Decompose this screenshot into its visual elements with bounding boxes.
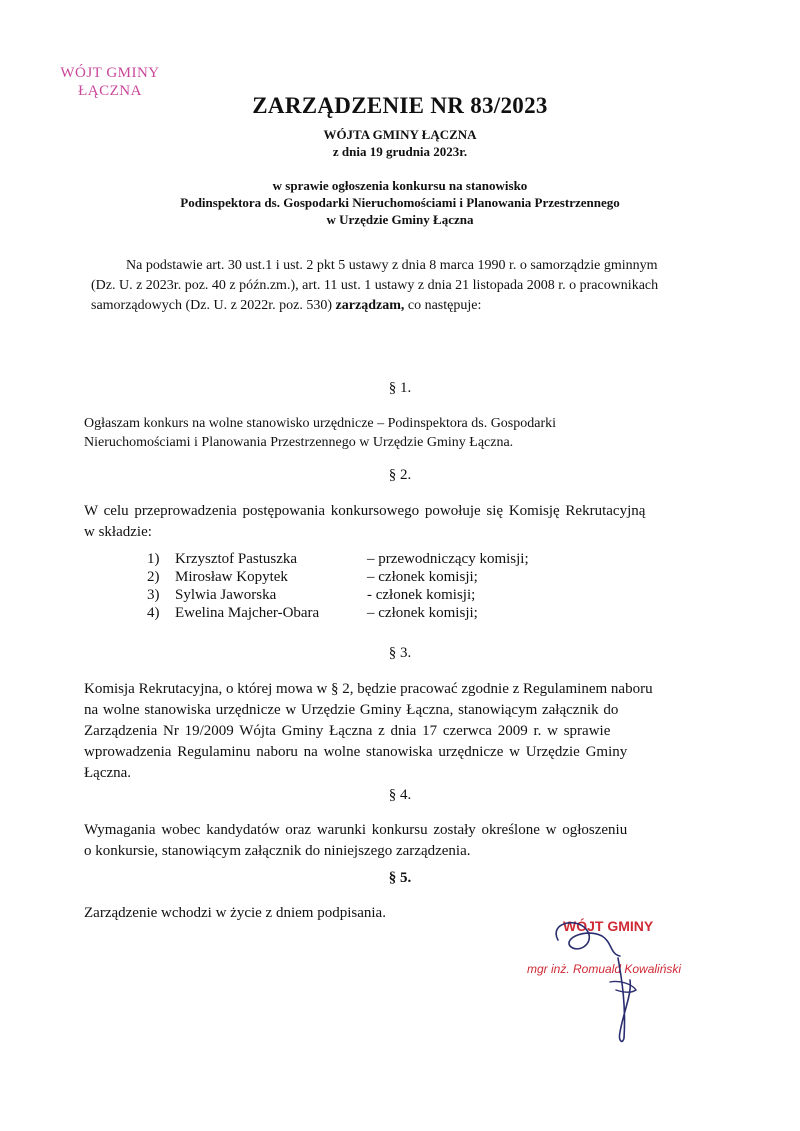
member-role: – przewodniczący komisji;: [367, 551, 529, 567]
section-2-line-2: w składzie:: [84, 524, 152, 540]
section-1-line-1: Ogłaszam konkurs na wolne stanowisko urzędnicze – Podinspektora ds. Gospodarki: [84, 416, 557, 431]
section-3-line-4: wprowadzenia Regulaminu naboru na wolne stanowiska urzędnicze w Urzędzie Gminy: [84, 744, 628, 760]
signature-stamp-title: WÓJT GMINY: [563, 918, 654, 934]
preamble-bold-word: zarządzam,: [335, 298, 405, 313]
member-role: - członek komisji;: [367, 587, 476, 603]
issuer: WÓJTA GMINY ŁĄCZNA: [323, 127, 477, 142]
member-number: 3): [147, 587, 160, 603]
preamble-line-1: Na podstawie art. 30 ust.1 i ust. 2 pkt 5 ustawy z dnia 8 marca 1990 r. o samorządzie gminnym: [126, 258, 658, 273]
member-number: 1): [147, 551, 160, 567]
subject-line-3: w Urzędzie Gminy Łączna: [326, 212, 474, 227]
section-1-line-2: Nieruchomościami i Planowania Przestrzennego w Urzędzie Gminy Łączna.: [84, 435, 514, 450]
member-name: Sylwia Jaworska: [175, 587, 277, 603]
preamble-line-3: samorządowych (Dz. U. z 2022r. poz. 530) zarządzam, co następuje:: [91, 298, 482, 313]
handwritten-signature: [540, 910, 660, 1050]
preamble-line-2: (Dz. U. z 2023r. poz. 40 z późn.zm.), art. 11 ust. 1 ustawy z dnia 21 listopada 2008 r. o pracownikach: [91, 278, 659, 293]
issue-date: z dnia 19 grudnia 2023r.: [332, 144, 468, 159]
stamp-line-1: WÓJT GMINY: [60, 65, 160, 81]
member-number: 4): [147, 605, 160, 621]
section-4-line-1: Wymagania wobec kandydatów oraz warunki konkursu zostały określone w ogłoszeniu: [84, 822, 628, 838]
member-name: Ewelina Majcher-Obara: [175, 605, 320, 621]
member-name: Krzysztof Pastuszka: [175, 551, 298, 567]
section-3-mark: § 3.: [388, 645, 412, 661]
subject-line-1: w sprawie ogłoszenia konkursu na stanowisko: [272, 178, 528, 193]
section-3-line-5: Łączna.: [84, 765, 132, 781]
section-3-line-2: na wolne stanowiska urzędnicze w Urzędzie Gminy Łączna, stanowiącym załącznik do: [84, 702, 619, 718]
document-title: ZARZĄDZENIE NR 83/2023: [252, 93, 548, 118]
member-name: Mirosław Kopytek: [175, 569, 288, 585]
member-role: – członek komisji;: [367, 569, 478, 585]
section-4-mark: § 4.: [388, 787, 412, 803]
section-1-mark: § 1.: [388, 380, 412, 396]
section-5-mark: § 5.: [388, 870, 412, 886]
subject-line-2: Podinspektora ds. Gospodarki Nieruchomościami i Planowania Przestrzennego: [180, 195, 620, 210]
section-3-line-3: Zarządzenia Nr 19/2009 Wójta Gminy Łączna z dnia 17 czerwca 2009 r. w sprawie: [84, 723, 611, 739]
member-role: – członek komisji;: [367, 605, 478, 621]
stamp-line-2: ŁĄCZNA: [78, 83, 142, 99]
section-4-line-2: o konkursie, stanowiącym załącznik do niniejszego zarządzenia.: [84, 843, 471, 859]
section-5-line-1: Zarządzenie wchodzi w życie z dniem podpisania.: [84, 905, 386, 921]
section-2-mark: § 2.: [388, 467, 412, 483]
section-3-line-1: Komisja Rekrutacyjna, o której mowa w § 2, będzie pracować zgodnie z Regulaminem naboru: [84, 681, 653, 697]
section-2-line-1: W celu przeprowadzenia postępowania konkursowego powołuje się Komisję Rekrutacyjną: [84, 503, 646, 519]
signature-stamp-name: mgr inż. Romuald Kowaliński: [527, 962, 682, 976]
member-number: 2): [147, 569, 160, 585]
